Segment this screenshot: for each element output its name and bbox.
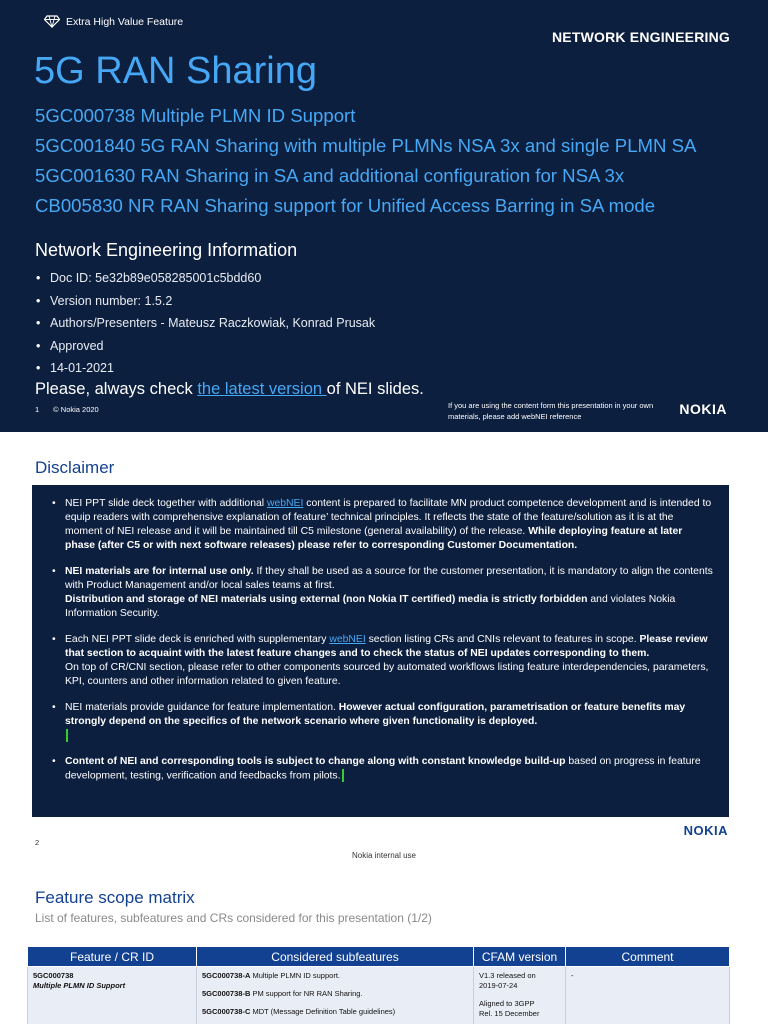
bold-text: Content of NEI and corresponding tools is subject to change along with constant knowledge build-up bbox=[65, 756, 566, 768]
page-number: 1 bbox=[35, 405, 40, 414]
info-item-text: Authors/Presenters - Mateusz Raczkowiak, Konrad Prusak bbox=[50, 316, 376, 330]
text: NEI PPT slide deck together with additional bbox=[65, 498, 267, 509]
subfeature-id: 5GC000738-A bbox=[202, 971, 251, 980]
info-heading: Network Engineering Information bbox=[35, 240, 298, 260]
cfam-text: Aligned to 3GPP bbox=[479, 999, 535, 1008]
info-item: • Doc ID: 5e32b89e058285001c5bdd60 bbox=[36, 268, 375, 291]
disclaimer-slide bbox=[0, 440, 768, 872]
diamond-icon bbox=[44, 15, 60, 28]
info-item: • Approved bbox=[36, 336, 375, 359]
nokia-logo: NOKIA bbox=[679, 401, 727, 417]
header-network-engineering: NETWORK ENGINEERING bbox=[551, 29, 730, 45]
cfam-text: Rel. 15 December bbox=[479, 1009, 540, 1018]
cfam-text: V1.3 released on bbox=[479, 971, 536, 980]
latest-version-link[interactable]: the latest version bbox=[197, 380, 327, 398]
text: On top of CR/CNI section, please refer to other components sourced by automated workflows listing feature interdependencies, parameters, KPI, counters and other information related to given feature. bbox=[65, 662, 709, 687]
disclaimer-list bbox=[52, 497, 713, 784]
bold-text: Please review that section to acquaint with the latest feature changes and to check the status of NEI updates corresponding to them. bbox=[65, 634, 708, 659]
subfeature-item bbox=[202, 1007, 468, 1017]
text: and violates Nokia Information Security. bbox=[65, 594, 676, 619]
page-number: 2 bbox=[35, 838, 40, 847]
column-header: Feature / CR ID bbox=[28, 947, 197, 967]
feature-scope-table bbox=[27, 946, 730, 1024]
cfam-text: 2019-07-24 bbox=[479, 981, 518, 990]
subtitle-line: 5GC001630 RAN Sharing in SA and additional configuration for NSA 3x bbox=[35, 165, 625, 186]
subfeature-item bbox=[202, 971, 468, 981]
info-item-text: Approved bbox=[50, 338, 104, 353]
text: NEI materials provide guidance for feature implementation. bbox=[65, 702, 339, 713]
subfeatures-cell bbox=[197, 967, 474, 1024]
title-slide bbox=[0, 0, 768, 432]
feature-subtitles bbox=[35, 101, 696, 221]
slide-footer bbox=[35, 405, 99, 414]
disclaimer-item: • Each NEI PPT slide deck is enriched with supplementary webNEI section listing CRs and CNIs relevant to features in scope. Please review that section to acquaint with the latest feature changes and to check the status of NEI updates corresponding to them. On top of CR/CNI section, please refer to other components sourced by automated workflows listing feature interdependencies, parameters, KPI, counters and other information related to given feature. bbox=[52, 634, 709, 687]
check-prefix: Please, always check bbox=[35, 380, 198, 398]
feature-id: 5GC000738 bbox=[33, 971, 74, 980]
feature-name: Multiple PLMN ID Support bbox=[33, 981, 126, 990]
info-item: • 14-01-2021 bbox=[36, 358, 375, 381]
disclaimer-item: • NEI materials are for internal use only. If they shall be used as a source for the customer presentation, it is mandatory to align the contents with Product Management and/or local sales teams at first. Distribution and storage of NEI materials using external (non Nokia IT certified) media is strictly forbidden and violates Nokia Information Security. bbox=[52, 566, 713, 619]
text: Each NEI PPT slide deck is enriched with supplementary bbox=[65, 634, 330, 645]
subtitle-line: 5GC000738 Multiple PLMN ID Support bbox=[35, 105, 356, 126]
text: based on progress in feature development, testing, verification and feedbacks from pilots. bbox=[65, 756, 701, 782]
feature-scope-title: Feature scope matrix bbox=[35, 888, 195, 907]
info-list bbox=[36, 268, 375, 381]
webnei-link[interactable]: webNEI bbox=[329, 634, 366, 645]
reference-note: If you are using the content form this presentation in your own materials, please add webNEI reference bbox=[448, 401, 654, 421]
info-item-text: 14-01-2021 bbox=[50, 361, 114, 375]
subfeature-item bbox=[202, 989, 468, 999]
cfam-cell bbox=[474, 967, 566, 1024]
column-header: CFAM version bbox=[474, 947, 566, 967]
subtitle-line: CB005830 NR RAN Sharing support for Unified Access Barring in SA mode bbox=[35, 195, 656, 216]
info-item: • Authors/Presenters - Mateusz Raczkowiak, Konrad Prusak bbox=[36, 313, 375, 336]
subfeature-text: PM support for NR RAN Sharing. bbox=[250, 989, 363, 998]
badge-label: Extra High Value Feature bbox=[66, 15, 184, 28]
column-header: Comment bbox=[566, 947, 730, 967]
slide-title: 5G RAN Sharing bbox=[34, 50, 318, 92]
bold-text: While deploying feature at later phase (after C5 or with next software releases) please refer to corresponding Customer Documentation. bbox=[65, 526, 683, 551]
disclaimer-box bbox=[32, 485, 729, 817]
comment-cell: - bbox=[566, 967, 730, 1024]
feature-scope-subtitle: List of features, subfeatures and CRs considered for this presentation (1/2) bbox=[35, 911, 432, 925]
info-item-text: Doc ID: 5e32b89e058285001c5bdd60 bbox=[50, 271, 262, 285]
info-item: • Version number: 1.5.2 bbox=[36, 291, 375, 314]
column-header: Considered subfeatures bbox=[197, 947, 474, 967]
check-suffix: of NEI slides. bbox=[326, 380, 424, 398]
table-row bbox=[28, 967, 730, 1024]
copyright: © Nokia 2020 bbox=[53, 405, 99, 414]
webnei-link[interactable]: webNEI bbox=[266, 498, 304, 509]
subfeature-id: 5GC000738-C bbox=[202, 1007, 251, 1016]
subfeature-text: MDT (Message Definition Table guidelines) bbox=[250, 1007, 396, 1016]
disclaimer-title: Disclaimer bbox=[35, 458, 115, 477]
info-item-text: Version number: 1.5.2 bbox=[50, 293, 173, 308]
extra-high-value-badge bbox=[44, 15, 183, 28]
bold-text: Distribution and storage of NEI materials using external (non Nokia IT certified) media is strictly forbidden bbox=[65, 594, 588, 605]
disclaimer-item: • NEI materials provide guidance for feature implementation. However actual configuration, parametrisation or feature benefits may strongly depend on the specifics of the network scenario where given functionality is deployed. bbox=[52, 701, 713, 743]
feature-cell bbox=[28, 967, 197, 1024]
internal-use-footer: Nokia internal use bbox=[351, 851, 417, 860]
text-cursor bbox=[66, 729, 68, 742]
text-cursor bbox=[342, 769, 344, 782]
subfeature-text: Multiple PLMN ID support. bbox=[250, 971, 340, 980]
disclaimer-item: • Content of NEI and corresponding tools is subject to change along with constant knowledge build-up based on progress in feature development, testing, verification and feedbacks from pilots. bbox=[52, 756, 701, 782]
bold-text: NEI materials are for internal use only. bbox=[65, 566, 254, 577]
table-header-row bbox=[28, 947, 730, 967]
feature-scope-slide bbox=[0, 880, 768, 1024]
latest-version-note bbox=[35, 380, 424, 399]
text: section listing CRs and CNIs relevant to features in scope. bbox=[365, 634, 640, 645]
nokia-logo: NOKIA bbox=[683, 823, 728, 838]
subfeature-id: 5GC000738-B bbox=[202, 989, 251, 998]
disclaimer-item: • NEI PPT slide deck together with additional webNEI content is prepared to facilitate MN product competence development and is intended to equip readers with comprehensive explanation of feature’ technical principles. It reflects the state of the feature/solution as it is at the moment of NEI release and it will be maintained till C5 milestone (general availability) of the release. While deploying feature at later phase (after C5 or with next software releases) please refer to corresponding Customer Documentation. bbox=[52, 498, 712, 551]
text: If they shall be used as a source for the customer presentation, it is mandatory to align the contents with Product Management and/or local sales teams at first. bbox=[65, 566, 713, 591]
bold-text: However actual configuration, parametrisation or feature benefits may strongly depend on the specifics of the network scenario where given functionality is deployed. bbox=[65, 702, 686, 727]
subtitle-line: 5GC001840 5G RAN Sharing with multiple PLMNs NSA 3x and single PLMN SA bbox=[35, 135, 697, 156]
text: content is prepared to facilitate MN product competence development and is intended to equip readers with comprehensive explanation of feature’ technical principles. It reflects the state of the feature/solution as it is at the moment of NEI release and it will be maintained till C5 milestone (general availability) of the release. bbox=[65, 498, 712, 537]
